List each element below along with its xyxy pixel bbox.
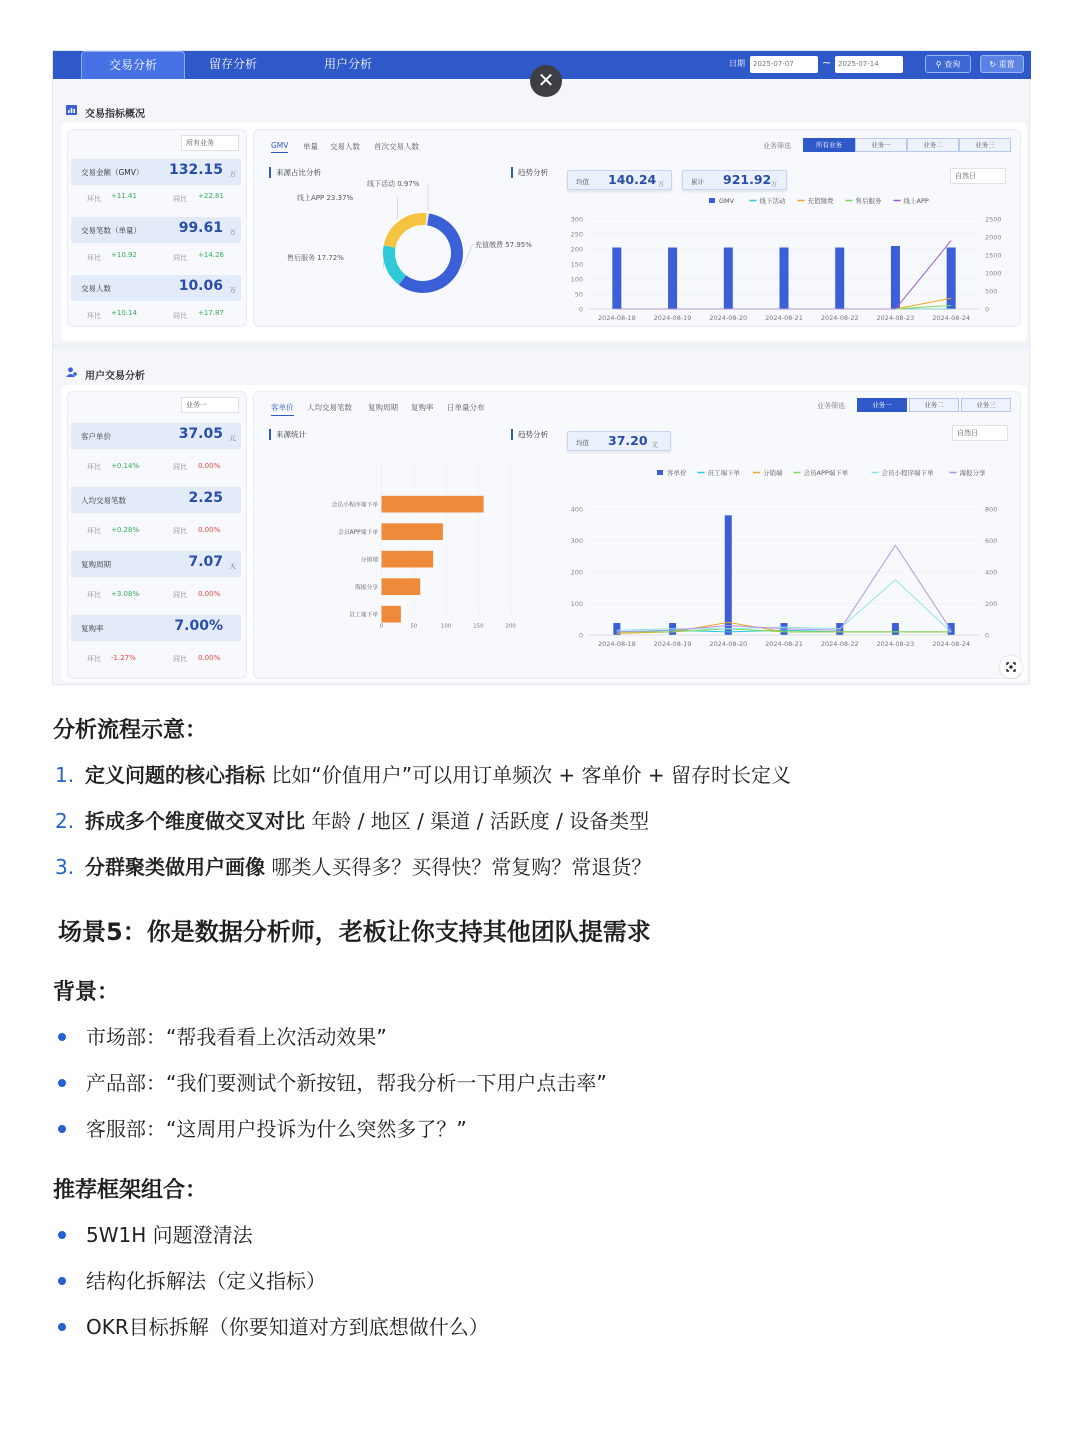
avg-label: 均值	[576, 439, 589, 447]
kpi-name: 复购周期	[81, 560, 111, 569]
avg-label: 均值	[576, 178, 589, 186]
legend-label: 会员小程序端下单	[881, 469, 934, 477]
total-label: 累计	[691, 178, 704, 186]
subtab-avg-orders[interactable]: 人均交易笔数	[307, 403, 352, 412]
kpi-tb-label: 同比	[173, 655, 187, 663]
y-tick-label: 员工端下单	[349, 612, 379, 619]
bar	[612, 248, 621, 310]
period-select[interactable]: 自然日	[952, 425, 1008, 441]
refresh-icon: ↻	[989, 60, 997, 69]
kpi-tb-value: +22.81	[198, 192, 224, 200]
query-label: 查询	[944, 60, 961, 69]
x-tick-label: 2024-08-22	[820, 314, 859, 322]
list-item-text: 产品部：“我们要测试个新按钮，帮我分析一下用户点击率”	[86, 1071, 607, 1095]
bar	[382, 523, 443, 540]
donut-slice	[389, 247, 402, 281]
legend-label: 分销端	[763, 469, 783, 477]
list-item-text: 5W1H 问题澄清法	[86, 1223, 253, 1247]
kpi-hb-label: 环比	[87, 254, 101, 262]
x-tick-label: 2024-08-20	[709, 640, 748, 648]
bullet-icon	[58, 1125, 66, 1133]
bullet-icon	[58, 1079, 66, 1087]
x-tick-label: 100	[440, 623, 452, 630]
date-end-input[interactable]: 2025-07-14	[835, 56, 903, 73]
subtab-repurchase-rate[interactable]: 复购率	[411, 403, 434, 412]
avg-unit: 元	[652, 442, 659, 449]
kpi-orders	[71, 217, 241, 243]
list-item	[58, 1219, 253, 1248]
expand-icon[interactable]	[1000, 656, 1022, 678]
kpi-hb-value: +3.08%	[111, 590, 140, 598]
kpi-buyers	[71, 275, 241, 301]
subtab-buyers[interactable]: 交易人数	[330, 142, 360, 151]
subtab-orders[interactable]: 单量	[303, 142, 318, 151]
legend-label: 充值缴费	[807, 197, 834, 205]
kpi-gmv	[71, 159, 241, 185]
kpi-repurchase-cycle	[71, 551, 241, 577]
legend-label: GMV	[719, 197, 735, 205]
bar	[725, 515, 732, 635]
dashboard-screenshot	[52, 50, 1030, 685]
kpi-hb-value: +10.92	[111, 251, 137, 259]
subtab-daily-orders[interactable]: 日单量分布	[447, 403, 485, 412]
kpi-name: 人均交易笔数	[81, 496, 126, 505]
step-text: 哪类人买得多？买得快？常复购？常退货？	[265, 855, 652, 879]
kpi-hb-label: 环比	[87, 655, 101, 663]
kpi-value: 99.61	[178, 220, 223, 236]
flow-title: 分析流程示意：	[53, 718, 208, 743]
list-item-text: 市场部：“帮我看看上次活动效果”	[86, 1025, 387, 1049]
date-label: 日期	[729, 59, 745, 68]
y-tick-label: 0	[578, 631, 583, 640]
filter-all[interactable]: 所有业务	[803, 138, 855, 152]
kpi-tb-label: 同比	[173, 312, 187, 320]
date-start-input[interactable]: 2025-07-07	[750, 56, 818, 73]
kpi-unit: 万	[229, 170, 236, 178]
filter-biz2[interactable]: 业务二	[909, 398, 959, 412]
framework-title: 推荐框架组合：	[53, 1178, 208, 1203]
y-tick-label: 300	[570, 537, 583, 545]
kpi-name: 交易人数	[81, 284, 111, 293]
step-item	[55, 759, 791, 788]
legend-swatch	[709, 198, 715, 203]
kpi-hb-value: -1.27%	[111, 654, 136, 662]
x-tick-label: 2024-08-23	[876, 640, 915, 648]
kpi-tb-label: 同比	[173, 463, 187, 471]
kpi-tb-value: 0.00%	[198, 462, 221, 470]
bar	[891, 246, 900, 309]
filter-biz3[interactable]: 业务三	[961, 398, 1011, 412]
legend-label: 客单价	[667, 469, 687, 477]
kpi-value: 132.15	[168, 162, 223, 178]
x-tick-label: 2024-08-18	[597, 640, 636, 648]
kpi-value: 37.05	[178, 426, 223, 442]
trade-trend-chart	[511, 191, 1011, 327]
trade-business-select[interactable]: 所有业务	[181, 135, 239, 151]
y2-tick-label: 600	[985, 537, 998, 545]
trade-section-title: 交易指标概况	[85, 109, 145, 120]
kpi-hb-value: +0.28%	[111, 526, 140, 534]
kpi-tb-value: +17.87	[198, 309, 224, 317]
y2-tick-label: 2500	[985, 215, 1002, 224]
donut-slice	[402, 219, 457, 287]
subtab-unit-price[interactable]: 客单价	[271, 402, 294, 416]
x-tick-label: 2024-08-19	[653, 314, 692, 322]
kpi-name: 交易笔数（单量）	[81, 226, 141, 235]
kpi-tb-label: 同比	[173, 591, 187, 599]
user-icon	[66, 367, 77, 377]
section-divider	[53, 343, 1031, 349]
y2-tick-label: 800	[985, 505, 998, 514]
total-stat	[682, 170, 787, 190]
source-ratio-title: 来源占比分析	[269, 167, 321, 178]
y2-tick-label: 0	[985, 305, 990, 314]
x-tick-label: 150	[473, 623, 484, 630]
reset-button[interactable]	[980, 55, 1024, 73]
step-item	[55, 851, 651, 880]
kpi-unit: 元	[229, 434, 236, 442]
step-number: 1.	[55, 763, 75, 787]
x-tick-label: 0	[379, 623, 384, 630]
kpi-name: 客户单价	[81, 432, 111, 441]
filter-label: 业务筛选	[763, 142, 791, 150]
list-item	[58, 1113, 467, 1142]
y-tick-label: 250	[570, 230, 583, 239]
step-bold: 分群聚类做用户画像	[85, 855, 265, 879]
step-bold: 拆成多个维度做交叉对比	[85, 809, 305, 833]
donut-leader-line	[462, 244, 473, 269]
period-select[interactable]: 自然日	[950, 168, 1006, 184]
donut-slice	[390, 219, 426, 247]
y-tick-label: 300	[570, 215, 583, 224]
kpi-hb-label: 环比	[87, 527, 101, 535]
kpi-tb-value: 0.00%	[198, 590, 221, 598]
y-tick-label: 100	[570, 600, 583, 608]
kpi-value: 10.06	[178, 278, 223, 294]
filter-label: 业务筛选	[817, 402, 845, 410]
bar	[724, 248, 733, 310]
avg-value: 140.24	[608, 172, 657, 187]
y-tick-label: 会员APP端下单	[337, 530, 379, 537]
filter-biz2[interactable]: 业务二	[907, 138, 959, 152]
kpi-name: 复购率	[81, 624, 104, 633]
y-tick-label: 100	[570, 275, 583, 284]
x-tick-label: 2024-08-21	[765, 640, 803, 648]
bullet-icon	[58, 1231, 66, 1239]
chart-icon	[66, 105, 77, 115]
search-icon: ⚲	[935, 60, 942, 69]
kpi-name: 交易金额（GMV）	[81, 168, 144, 177]
close-icon[interactable]: ✕	[530, 65, 562, 97]
trend-title: 趋势分析	[511, 167, 548, 178]
y2-tick-label: 1500	[985, 251, 1002, 260]
tab-retention-analysis[interactable]: 留存分析	[208, 57, 257, 71]
scene-title: 场景5：你是数据分析师，老板让你支持其他团队提需求	[58, 918, 651, 946]
y-tick-label: 200	[570, 568, 583, 577]
x-tick-label: 2024-08-22	[820, 640, 859, 648]
bullet-icon	[58, 1277, 66, 1285]
bar	[382, 551, 434, 568]
y2-tick-label: 400	[985, 568, 998, 577]
series-line	[617, 545, 951, 632]
kpi-hb-value: +10.14	[111, 309, 137, 317]
background-title: 背景：	[53, 980, 120, 1005]
kpi-hb-label: 环比	[87, 195, 101, 203]
kpi-hb-label: 环比	[87, 463, 101, 471]
avg-unit: 万	[658, 181, 665, 188]
y2-tick-label: 2000	[985, 233, 1002, 242]
kpi-tb-value: 0.00%	[198, 654, 221, 662]
y-tick-label: 200	[570, 245, 583, 254]
step-number: 3.	[55, 855, 75, 879]
kpi-tb-value: 0.00%	[198, 526, 221, 534]
y-tick-label: 50	[574, 290, 583, 299]
total-value: 921.92	[723, 172, 772, 187]
list-item	[58, 1021, 387, 1050]
kpi-value: 7.00%	[174, 618, 223, 634]
user-business-select[interactable]: 业务一	[181, 397, 239, 413]
legend-label: 售后服务	[855, 197, 882, 205]
y-tick-label: 海报分享	[354, 585, 379, 592]
y2-tick-label: 200	[985, 600, 998, 608]
donut-label: 线下活动 0.97%	[367, 180, 420, 188]
list-item-text: 客服部：“这周用户投诉为什么突然多了？”	[86, 1117, 467, 1141]
kpi-tb-label: 同比	[173, 254, 187, 262]
donut-label: 售后服务 17.72%	[287, 254, 344, 262]
filter-biz1[interactable]: 业务一	[855, 138, 907, 152]
kpi-hb-label: 环比	[87, 591, 101, 599]
list-item	[58, 1311, 489, 1340]
x-tick-label: 2024-08-24	[932, 640, 971, 648]
bar	[892, 623, 899, 635]
kpi-tb-value: +14.26	[198, 251, 224, 259]
legend-label: 员工端下单	[707, 469, 740, 477]
legend-label: 线下活动	[759, 197, 786, 205]
kpi-tb-label: 同比	[173, 195, 187, 203]
y-tick-label: 0	[578, 305, 583, 314]
avg-value: 37.20	[608, 433, 648, 448]
kpi-unit: 万	[229, 228, 236, 236]
x-tick-label: 2024-08-19	[653, 640, 692, 648]
x-tick-label: 2024-08-21	[765, 314, 803, 322]
y2-tick-label: 0	[985, 631, 990, 640]
filter-biz3[interactable]: 业务三	[959, 138, 1011, 152]
subtab-repurchase-cycle[interactable]: 复购周期	[368, 403, 398, 412]
kpi-hb-value: +0.14%	[111, 462, 140, 470]
y2-tick-label: 500	[985, 287, 998, 296]
date-separator: ~	[822, 56, 832, 69]
bar	[382, 578, 421, 595]
total-unit: 万	[771, 181, 778, 188]
bar	[947, 248, 956, 310]
kpi-tb-label: 同比	[173, 527, 187, 535]
avg-stat	[567, 431, 671, 451]
legend-label: 海报分享	[959, 469, 986, 477]
list-item-text: OKR目标拆解（你要知道对方到底想做什么）	[86, 1315, 489, 1339]
bar	[668, 248, 677, 310]
y-tick-label: 分销端	[360, 557, 379, 564]
kpi-value: 7.07	[188, 554, 223, 570]
x-tick-label: 2024-08-18	[597, 314, 636, 322]
step-text: 比如“价值用户”可以用订单频次 + 客单价 + 留存时长定义	[265, 763, 792, 787]
y-tick-label: 400	[570, 505, 583, 514]
filter-biz1[interactable]: 业务一	[857, 398, 907, 412]
tab-trade-analysis[interactable]: 交易分析	[81, 51, 185, 79]
legend-label: 线上APP	[903, 197, 929, 205]
y-tick-label: 150	[570, 260, 583, 269]
bar	[835, 248, 844, 310]
bullet-icon	[58, 1323, 66, 1331]
x-tick-label: 50	[410, 623, 418, 630]
kpi-unit: 天	[229, 562, 236, 570]
list-item-text: 结构化拆解法（定义指标）	[86, 1269, 326, 1293]
kpi-hb-value: +11.41	[111, 192, 137, 200]
x-tick-label: 2024-08-20	[709, 314, 748, 322]
subtab-first-buyers[interactable]: 首次交易人数	[374, 142, 419, 151]
reset-label: 重置	[998, 60, 1015, 69]
kpi-avg-orders	[71, 487, 241, 513]
trend-title: 趋势分析	[511, 429, 548, 440]
legend-label: 会员APP端下单	[803, 469, 849, 477]
query-button[interactable]	[925, 55, 971, 73]
step-text: 年龄 / 地区 / 渠道 / 活跃度 / 设备类型	[305, 809, 650, 833]
bar	[780, 248, 789, 310]
kpi-repurchase-rate	[71, 615, 241, 641]
kpi-unit-price	[71, 423, 241, 449]
user-section-title: 用户交易分析	[85, 371, 145, 382]
x-tick-label: 2024-08-23	[876, 314, 915, 322]
source-stat-title: 来源统计	[269, 429, 306, 440]
kpi-hb-label: 环比	[87, 312, 101, 320]
bar	[382, 496, 484, 513]
step-bold: 定义问题的核心指标	[85, 763, 265, 787]
y-tick-label: 会员小程序端下单	[331, 502, 379, 509]
list-item	[58, 1265, 326, 1294]
bullet-icon	[58, 1033, 66, 1041]
tab-user-analysis[interactable]: 用户分析	[323, 57, 372, 71]
source-donut-chart	[273, 180, 532, 323]
y2-tick-label: 1000	[985, 269, 1002, 278]
list-item	[58, 1067, 607, 1096]
donut-label: 充值缴费 57.95%	[475, 241, 532, 249]
subtab-gmv[interactable]: GMV	[271, 141, 288, 153]
step-number: 2.	[55, 809, 75, 833]
kpi-unit: 万	[229, 286, 236, 294]
step-item	[55, 805, 649, 834]
x-tick-label: 2024-08-24	[932, 314, 971, 322]
kpi-value: 2.25	[188, 490, 223, 506]
user-trend-chart	[511, 465, 1011, 651]
avg-stat	[567, 170, 672, 190]
source-bar-chart	[269, 469, 519, 651]
x-tick-label: 200	[505, 623, 516, 630]
donut-label: 线上APP 23.37%	[297, 194, 354, 202]
legend-swatch	[657, 470, 663, 475]
bar	[382, 606, 401, 623]
